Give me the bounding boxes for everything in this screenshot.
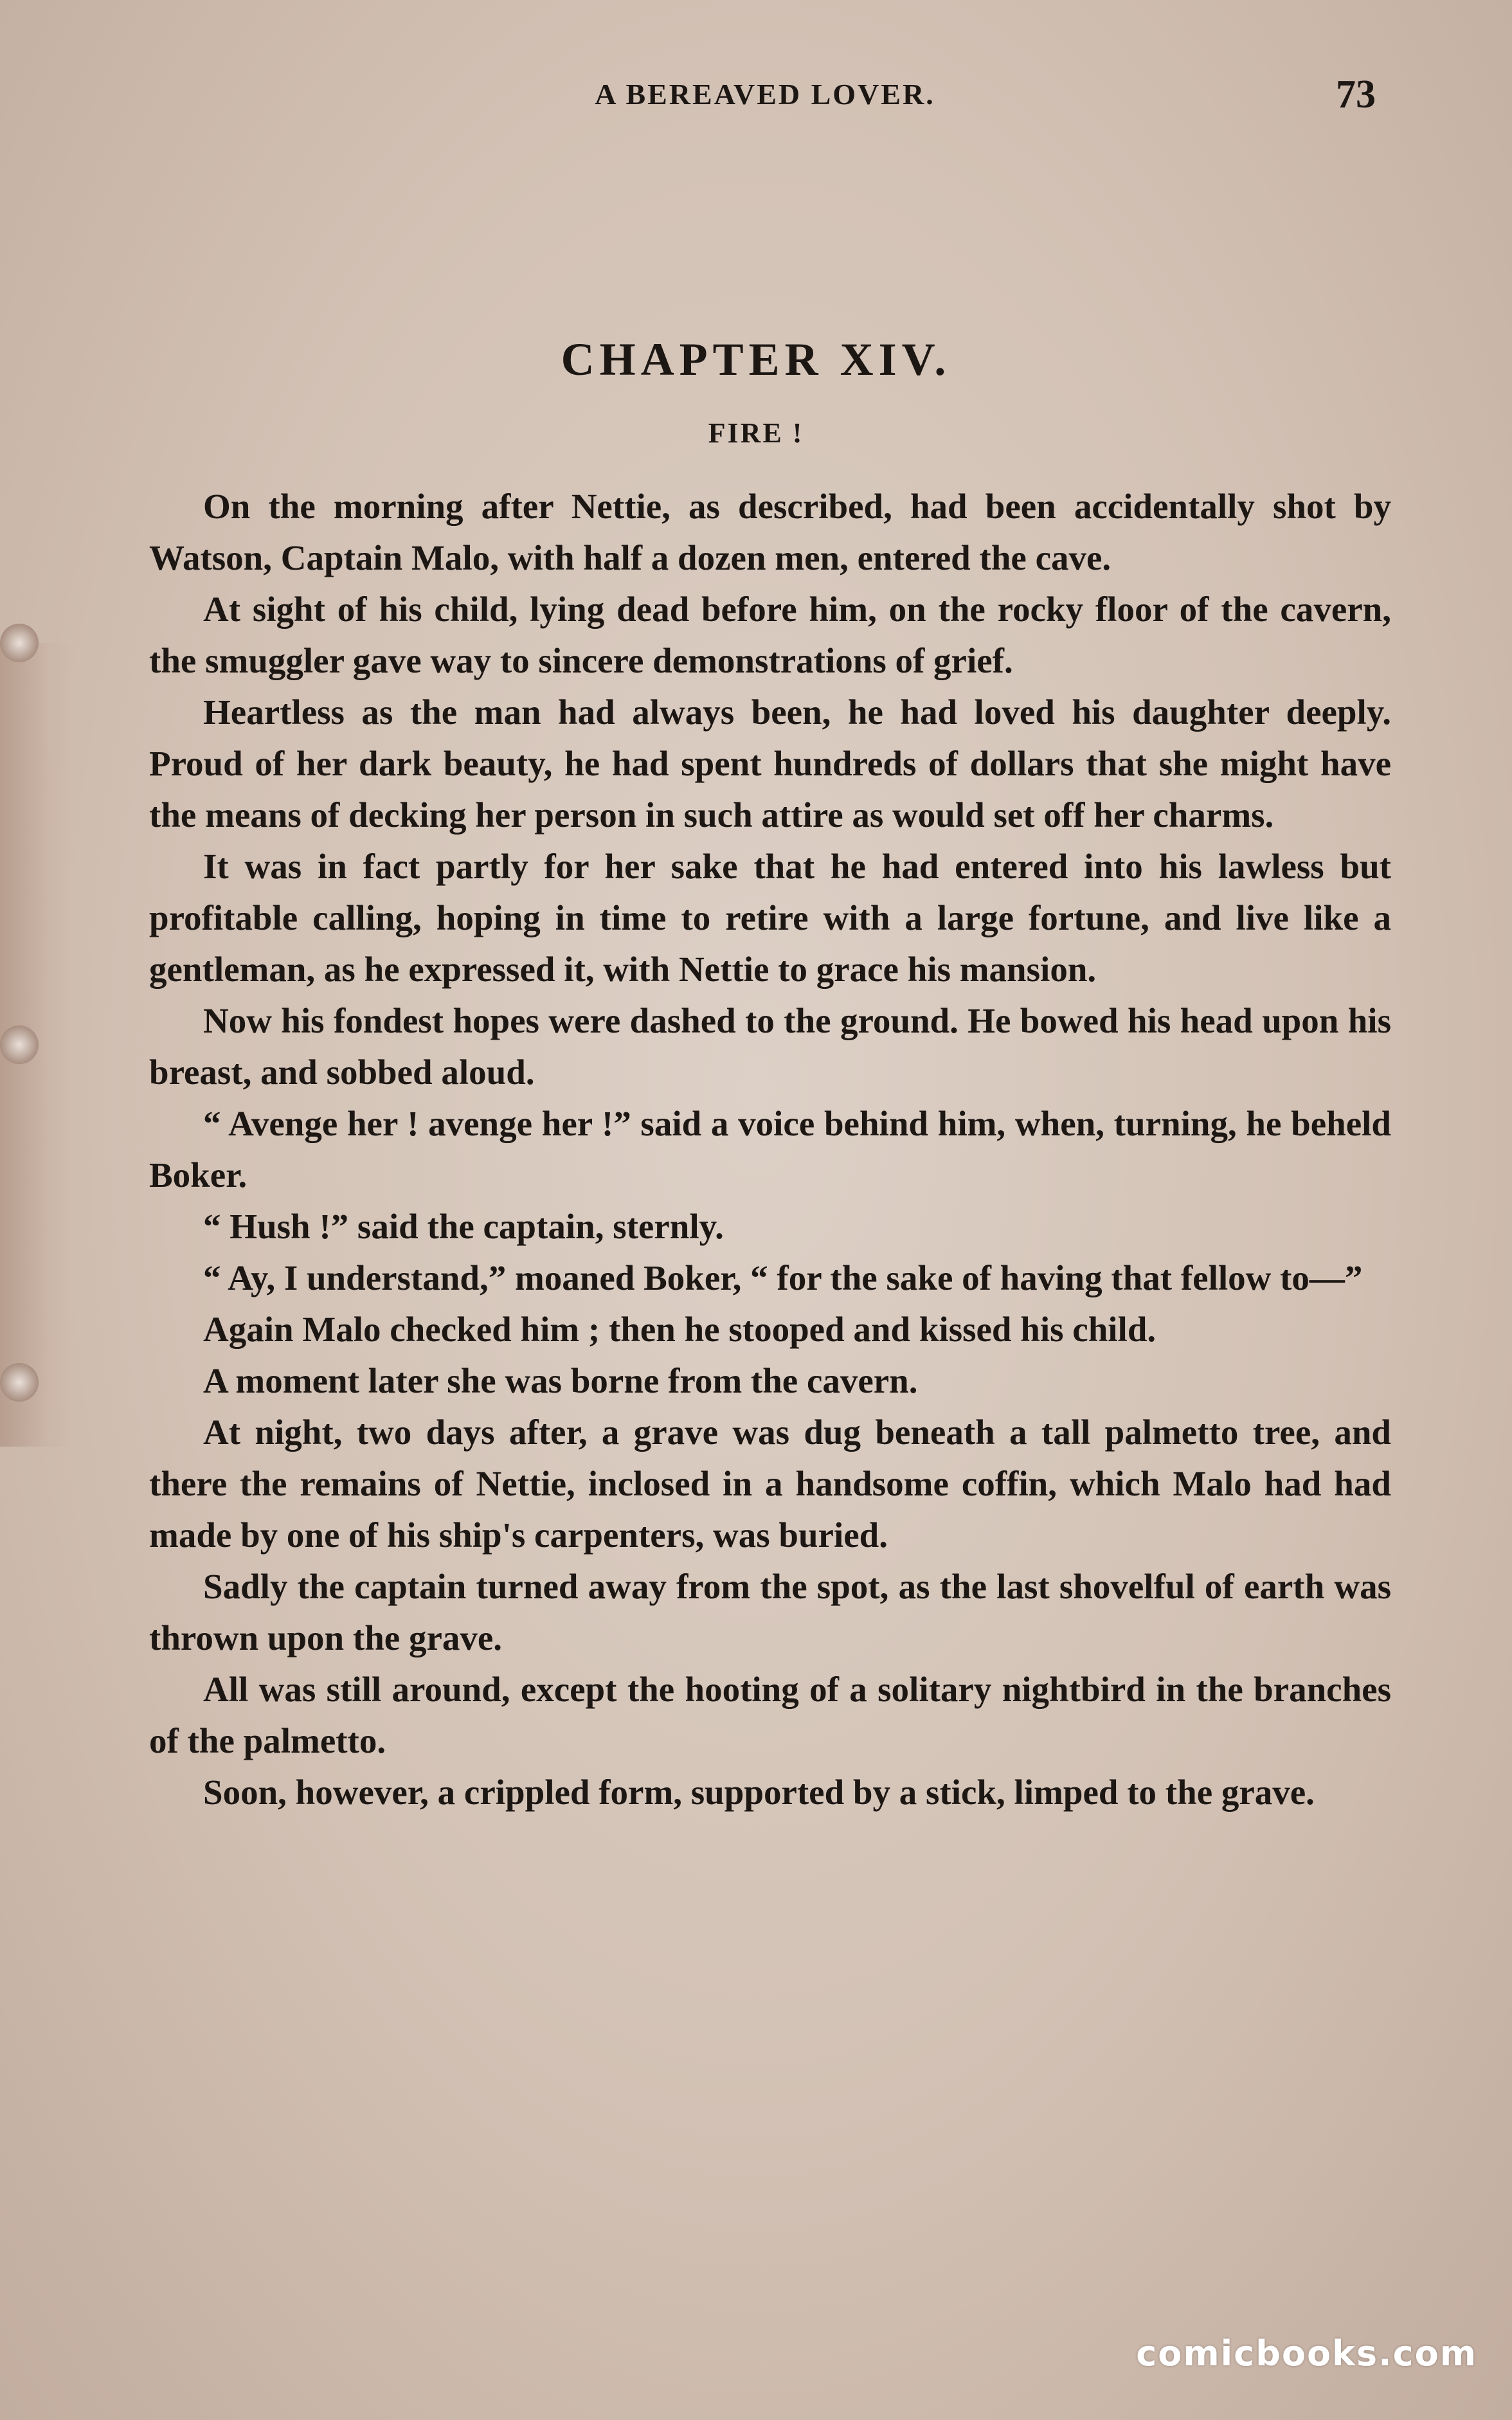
paragraph: Heartless as the man had always been, he had loved his daughter deeply. Proud of her dark beauty, he had spent hundreds of dollars that she might have the means of decking her person in such attire as would set off her charms. bbox=[149, 692, 1391, 835]
chapter-body bbox=[149, 481, 1391, 1818]
paragraph: All was still around, except the hooting of a solitary nightbird in the branches of the palmetto. bbox=[149, 1670, 1391, 1760]
watermark: comicbooks.com bbox=[1136, 2333, 1477, 2374]
paragraph: Soon, however, a crippled form, supported by a stick, limped to the grave. bbox=[203, 1773, 1315, 1812]
paragraph: “ Ay, I understand,” moaned Boker, “ for the sake of having that fellow to—” bbox=[203, 1258, 1363, 1297]
chapter-subtitle: FIRE ! bbox=[708, 417, 804, 449]
binding-hole bbox=[0, 1363, 39, 1402]
chapter-title: CHAPTER XIV. bbox=[561, 334, 951, 385]
paragraph: At sight of his child, lying dead before him, on the rocky floor of the cavern, the smuggler gave way to sincere demonstrations of grief. bbox=[149, 590, 1391, 680]
paragraph: “ Hush !” said the captain, sternly. bbox=[203, 1207, 724, 1246]
paragraph: It was in fact partly for her sake that he had entered into his lawless but profitable calling, hoping in time to retire with a large fortune, and live like a gentleman, as he expressed it, with Nettie to grace his mansion. bbox=[149, 847, 1391, 989]
binding-hole bbox=[0, 624, 39, 662]
paragraph: Again Malo checked him ; then he stooped and kissed his child. bbox=[203, 1310, 1156, 1349]
running-title: A BEREAVED LOVER. bbox=[595, 78, 935, 111]
paragraph: Now his fondest hopes were dashed to the ground. He bowed his head upon his breast, and sobbed aloud. bbox=[149, 1001, 1391, 1092]
binding-hole bbox=[0, 1025, 39, 1064]
paragraph: A moment later she was borne from the cavern. bbox=[203, 1361, 918, 1400]
paragraph: At night, two days after, a grave was dug beneath a tall palmetto tree, and there the remains of Nettie, inclosed in a handsome coffin, which Malo had had made by one of his ship's carpenters, was buried. bbox=[149, 1413, 1391, 1555]
page-number: 73 bbox=[1336, 73, 1376, 116]
paragraph: On the morning after Nettie, as described, had been accidentally shot by Watson, Captain Malo, with half a dozen men, entered the cave. bbox=[149, 487, 1391, 577]
running-head bbox=[154, 72, 1376, 123]
paragraph: Sadly the captain turned away from the spot, as the last shovelful of earth was thrown upon the grave. bbox=[149, 1567, 1391, 1657]
paragraph: “ Avenge her ! avenge her !” said a voice behind him, when, turning, he beheld Boker. bbox=[149, 1104, 1391, 1195]
